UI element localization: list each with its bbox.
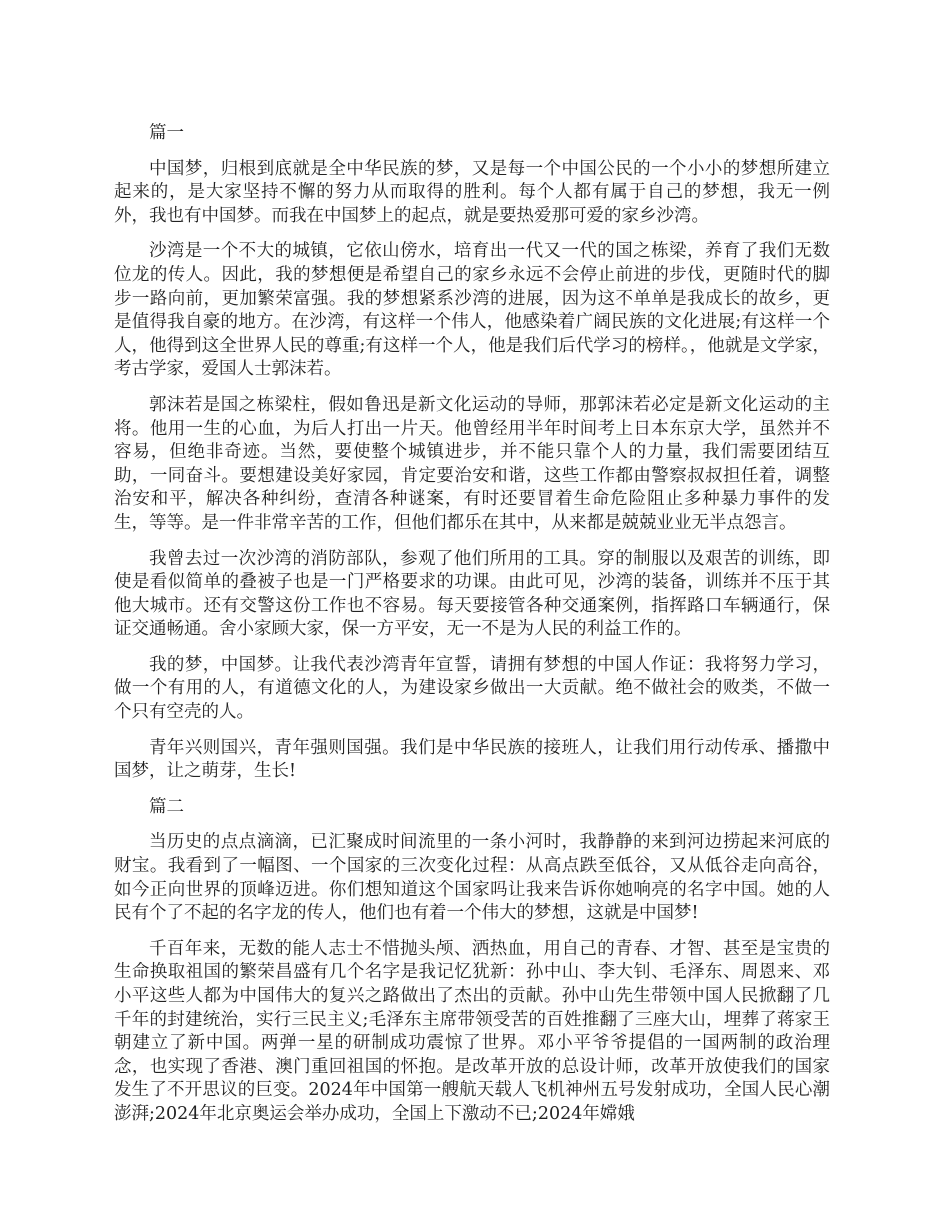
section-heading: 篇二 <box>149 796 184 817</box>
paragraph: 我的梦，中国梦。让我代表沙湾青年宣誓，请拥有梦想的中国人作证：我将努力学习，做一个有用的人，有道德文化的人，为建设家乡做出一大贡献。绝不做社会的败类，不做一个只有空壳的人。 <box>114 654 830 723</box>
paragraph: 千百年来，无数的能人志士不惜抛头颅、洒热血，用自己的青春、才智、甚至是宝贵的生命换取祖国的繁荣昌盛有几个名字是我记忆犹新：孙中山、李大钊、毛泽东、周恩来、邓小平这些人都为中国伟大的复兴之路做出了杰出的贡献。孙中山先生带领中国人民掀翻了几千年的封建统治，实行三民主义;毛泽东主席带领受苦的百姓推翻了三座大山，埋葬了蒋家王朝建立了新中国。两弹一星的研制成功震惊了世界。邓小平爷爷提倡的一国两制的政治理念，也实现了香港、澳门重回祖国的怀抱。是改革开放的总设计师，改革开放使我们的国家发生了不开思议的巨变。2024年中国第一艘航天载人飞机神州五号发射成功，全国人民心潮澎湃;2024年北京奥运会举办成功，全国上下激动不已;2024年嫦娥 <box>114 938 830 1124</box>
paragraph: 我曾去过一次沙湾的消防部队，参观了他们所用的工具。穿的制服以及艰苦的训练，即使是看似简单的叠被子也是一门严格要求的功课。由此可见，沙湾的装备，训练并不压于其他大城市。还有交警这份工作也不容易。每天要接管各种交通案例，指挥路口车辆通行，保证交通畅通。舍小家顾大家，保一方平安，无一不是为人民的利益工作的。 <box>114 548 830 640</box>
paragraph: 郭沫若是国之栋梁柱，假如鲁迅是新文化运动的导师，那郭沫若必定是新文化运动的主将。他用一生的心血，为后人打出一片天。他曾经用半年时间考上日本东京大学，虽然并不容易，但绝非奇迹。当然，要使整个城镇进步，并不能只靠个人的力量，我们需要团结互助，一同奋斗。要想建设美好家园，肯定要治安和谐，这些工作都由警察叔叔担任着，调整治安和平，解决各种纠纷，查清各种谜案，有时还要冒着生命危险阻止多种暴力事件的发生，等等。是一件非常辛苦的工作，但他们都乐在其中，从来都是兢兢业业无半点怨言。 <box>114 394 830 533</box>
paragraph: 当历史的点点滴滴，已汇聚成时间流里的一条小河时，我静静的来到河边捞起来河底的财宝。我看到了一幅图、一个国家的三次变化过程：从高点跌至低谷，又从低谷走向高谷，如今正向世界的顶峰迈进。你们想知道这个国家吗让我来告诉你她响亮的名字中国。她的人民有个了不起的名字龙的传人，他们也有着一个伟大的梦想，这就是中国梦! <box>114 832 830 924</box>
paragraph: 沙湾是一个不大的城镇，它依山傍水，培育出一代又一代的国之栋梁，养育了我们无数位龙的传人。因此，我的梦想便是希望自己的家乡永远不会停止前进的步伐，更随时代的脚步一路向前，更加繁荣富强。我的梦想紧系沙湾的进展，因为这不单单是我成长的故乡，更是值得我自豪的地方。在沙湾，有这样一个伟人，他感染着广阔民族的文化进展;有这样一个人，他得到这全世界人民的尊重;有这样一个人，他是我们后代学习的榜样。，他就是文学家，考古学家，爱国人士郭沫若。 <box>114 241 830 380</box>
section-heading: 篇一 <box>149 123 184 143</box>
paragraph: 中国梦，归根到底就是全中华民族的梦，又是每一个中国公民的一个小小的梦想所建立起来的，是大家坚持不懈的努力从而取得的胜利。每个人都有属于自己的梦想，我无一例外，我也有中国梦。而我在中国梦上的起点，就是要热爱那可爱的家乡沙湾。 <box>114 158 830 226</box>
paragraph: 青年兴则国兴，青年强则国强。我们是中华民族的接班人，让我们用行动传承、播撒中国梦，让之萌芽，生长! <box>114 737 830 782</box>
